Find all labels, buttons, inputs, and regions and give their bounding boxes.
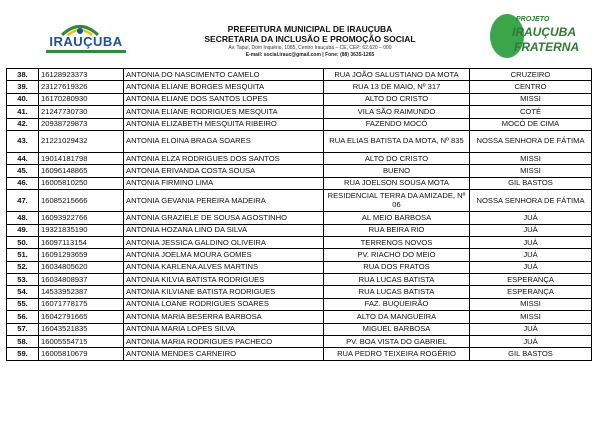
address-cell: RUA BEIRA RIO (324, 224, 470, 236)
table-row (7, 249, 592, 261)
name-cell: ANTONIA ELIANE RODRIGUES MESQUITA (124, 106, 324, 118)
row-number: 42. (7, 118, 39, 130)
row-number: 59. (7, 348, 39, 360)
phone-cell: 14533952387 (39, 286, 124, 298)
phone-cell: 20938729873 (39, 118, 124, 130)
name-cell: ANTONIA LOANE RODRIGUES SOARES (124, 298, 324, 310)
table-row (7, 81, 592, 93)
projeto-iraucuba-fraterna-logo (488, 10, 583, 62)
phone-cell: 16097113154 (39, 236, 124, 248)
table-row (7, 298, 592, 310)
phone-cell: 16005554715 (39, 336, 124, 348)
neighborhood-cell: MISSI (470, 298, 592, 310)
left-logo-text: IRAUÇUBA (49, 34, 123, 49)
phone-cell: 16042791665 (39, 311, 124, 323)
name-cell: ANTONIA KILVIANE BATISTA RODRIGUES (124, 286, 324, 298)
table-row (7, 177, 592, 189)
row-number: 43. (7, 130, 39, 152)
address-cell: TERRENOS NOVOS (324, 236, 470, 248)
row-number: 46. (7, 177, 39, 189)
phone-cell: 16128923373 (39, 69, 124, 81)
name-cell: ANTONIA FIRMINO LIMA (124, 177, 324, 189)
table-row (7, 224, 592, 236)
row-number: 57. (7, 323, 39, 335)
neighborhood-cell: JUÁ (470, 336, 592, 348)
neighborhood-cell: GIL BASTOS (470, 348, 592, 360)
neighborhood-cell: JUÁ (470, 236, 592, 248)
neighborhood-cell: MISSI (470, 165, 592, 177)
phone-cell: 16071778175 (39, 298, 124, 310)
name-cell: ANTONIA JESSICA GALDINO OLIVEIRA (124, 236, 324, 248)
address-cell: RUA PEDRO TEIXEIRA ROGÉRIO (324, 348, 470, 360)
document-header (0, 0, 600, 66)
neighborhood-cell: GIL BASTOS (470, 177, 592, 189)
name-cell: ANTONIA MENDES CARNEIRO (124, 348, 324, 360)
address-cell: VILA SÃO RAIMUNDO (324, 106, 470, 118)
phone-cell: 16091293659 (39, 249, 124, 261)
address-cell: PV. RIACHO DO MEIO (324, 249, 470, 261)
name-cell: ANTONIA ELIANE BORGES MESQUITA (124, 81, 324, 93)
row-number: 40. (7, 93, 39, 105)
row-number: 39. (7, 81, 39, 93)
address-cell: FAZENDO MOCÓ (324, 118, 470, 130)
neighborhood-cell: JUÁ (470, 212, 592, 224)
neighborhood-cell: MISSI (470, 311, 592, 323)
row-number: 56. (7, 311, 39, 323)
name-cell: ANTONIA MARIA LOPES SILVA (124, 323, 324, 335)
phone-cell: 21221029432 (39, 130, 124, 152)
neighborhood-cell: NOSSA SENHORA DE FÁTIMA (470, 190, 592, 212)
header-text-block (170, 24, 450, 59)
neighborhood-cell: JUÁ (470, 224, 592, 236)
beneficiary-table (6, 68, 592, 361)
row-number: 49. (7, 224, 39, 236)
phone-cell: 21247730730 (39, 106, 124, 118)
neighborhood-cell: JUÁ (470, 323, 592, 335)
irauçuba-logo (40, 24, 130, 54)
neighborhood-cell: COTÉ (470, 106, 592, 118)
table-row (7, 190, 592, 212)
right-logo-small: PROJETO (516, 16, 550, 23)
address-cell: ALTO DO CRISTO (324, 152, 470, 164)
header-title-line2: SECRETARIA DA INCLUSÃO E PROMOÇÃO SOCIAL (204, 34, 416, 44)
address-cell: RESIDENCIAL TERRA DA AMIZADE, Nº 06 (324, 190, 470, 212)
address-cell: RUA LUCAS BATISTA (324, 286, 470, 298)
logo-underline (46, 50, 126, 53)
neighborhood-cell: ESPERANÇA (470, 274, 592, 286)
address-cell: RUA LUCAS BATISTA (324, 274, 470, 286)
phone-cell: 19321835190 (39, 224, 124, 236)
phone-cell: 19014181798 (39, 152, 124, 164)
table-row (7, 348, 592, 360)
address-cell: PV. BOA VISTA DO GABRIEL (324, 336, 470, 348)
right-logo-line2: FRATERNA (514, 40, 580, 54)
row-number: 44. (7, 152, 39, 164)
header-contact: E-mail: social.irauc@gmail.com | Fone: (88) 3635-1265 (245, 52, 375, 58)
table-row (7, 286, 592, 298)
address-cell: BUENO (324, 165, 470, 177)
row-number: 58. (7, 336, 39, 348)
row-number: 47. (7, 190, 39, 212)
name-cell: ANTONIA ELIZABETH MESQUITA RIBEIRO (124, 118, 324, 130)
row-number: 48. (7, 212, 39, 224)
address-cell: FAZ. BUQUEIRÃO (324, 298, 470, 310)
name-cell: ANTONIA GEVANIA PEREIRA MADEIRA (124, 190, 324, 212)
name-cell: ANTONIA ELZA RODRIGUES DOS SANTOS (124, 152, 324, 164)
name-cell: ANTONIA JOELMA MOURA GOMES (124, 249, 324, 261)
neighborhood-cell: JUÁ (470, 261, 592, 273)
address-cell: ALTO DA MANGUEIRA (324, 311, 470, 323)
table-row (7, 212, 592, 224)
table-row (7, 323, 592, 335)
name-cell: ANTONIA ELOINA BRAGA SOARES (124, 130, 324, 152)
name-cell: ANTONIA KARLENA ALVES MARTINS (124, 261, 324, 273)
neighborhood-cell: MISSI (470, 93, 592, 105)
row-number: 51. (7, 249, 39, 261)
address-cell: RUA JOELSON SOUSA MOTA (324, 177, 470, 189)
name-cell: ANTONIA MARIA RODRIGUES PACHECO (124, 336, 324, 348)
neighborhood-cell: ESPERANÇA (470, 286, 592, 298)
neighborhood-cell: NOSSA SENHORA DE FÁTIMA (470, 130, 592, 152)
table-row (7, 274, 592, 286)
table-row (7, 336, 592, 348)
phone-cell: 23127619326 (39, 81, 124, 93)
address-cell: RUA DOS FRATOS (324, 261, 470, 273)
table-row (7, 106, 592, 118)
phone-cell: 16096148865 (39, 165, 124, 177)
row-number: 54. (7, 286, 39, 298)
address-cell: AL MEIO BARBOSA (324, 212, 470, 224)
address-cell: RUA JOÃO SALUSTIANO DA MOTA (324, 69, 470, 81)
row-number: 52. (7, 261, 39, 273)
row-number: 53. (7, 274, 39, 286)
row-number: 55. (7, 298, 39, 310)
name-cell: ANTONIA ELIANE DOS SANTOS LOPES (124, 93, 324, 105)
table-row (7, 311, 592, 323)
table-row (7, 118, 592, 130)
table-row (7, 69, 592, 81)
phone-cell: 16170280930 (39, 93, 124, 105)
neighborhood-cell: JUÁ (470, 249, 592, 261)
phone-cell: 16043521835 (39, 323, 124, 335)
row-number: 38. (7, 69, 39, 81)
table-row (7, 165, 592, 177)
phone-cell: 16005810250 (39, 177, 124, 189)
address-cell: ALTO DO CRISTO (324, 93, 470, 105)
neighborhood-cell: CRUZEIRO (470, 69, 592, 81)
neighborhood-cell: MOCÓ DE CIMA (470, 118, 592, 130)
header-title-line1: PREFEITURA MUNICIPAL DE IRAUÇUBA (227, 24, 393, 34)
name-cell: ANTONIA ERIVANDA COSTA SOUSA (124, 165, 324, 177)
phone-cell: 16034805620 (39, 261, 124, 273)
row-number: 41. (7, 106, 39, 118)
name-cell: ANTONIA GRAZIELE DE SOUSA AGOSTINHO (124, 212, 324, 224)
row-number: 45. (7, 165, 39, 177)
table-row (7, 236, 592, 248)
table-row (7, 130, 592, 152)
name-cell: ANTONIA KILVIA BATISTA RODRIGUES (124, 274, 324, 286)
neighborhood-cell: CENTRO (470, 81, 592, 93)
table-row (7, 152, 592, 164)
row-number: 50. (7, 236, 39, 248)
table-row (7, 261, 592, 273)
header-address: Av. Tapuí, Dom Inquério, 1085, Centro Irauçuba – CE, CEP: 62.620 – 000 (228, 45, 392, 51)
address-cell: RUA 13 DE MAIO, Nº 317 (324, 81, 470, 93)
name-cell: ANTONIA HOZANA LINO DA SILVA (124, 224, 324, 236)
right-logo-line1: IRAUÇUBA (512, 25, 576, 39)
name-cell: ANTONIA DO NASCIMENTO CAMELO (124, 69, 324, 81)
name-cell: ANTONIA MARIA BESERRA BARBOSA (124, 311, 324, 323)
table-row (7, 93, 592, 105)
address-cell: MIGUEL BARBOSA (324, 323, 470, 335)
phone-cell: 16034808937 (39, 274, 124, 286)
neighborhood-cell: MISSI (470, 152, 592, 164)
address-cell: RUA ELIAS BATISTA DA MOTA, Nº 835 (324, 130, 470, 152)
phone-cell: 16085215666 (39, 190, 124, 212)
phone-cell: 16005810679 (39, 348, 124, 360)
phone-cell: 16093922766 (39, 212, 124, 224)
